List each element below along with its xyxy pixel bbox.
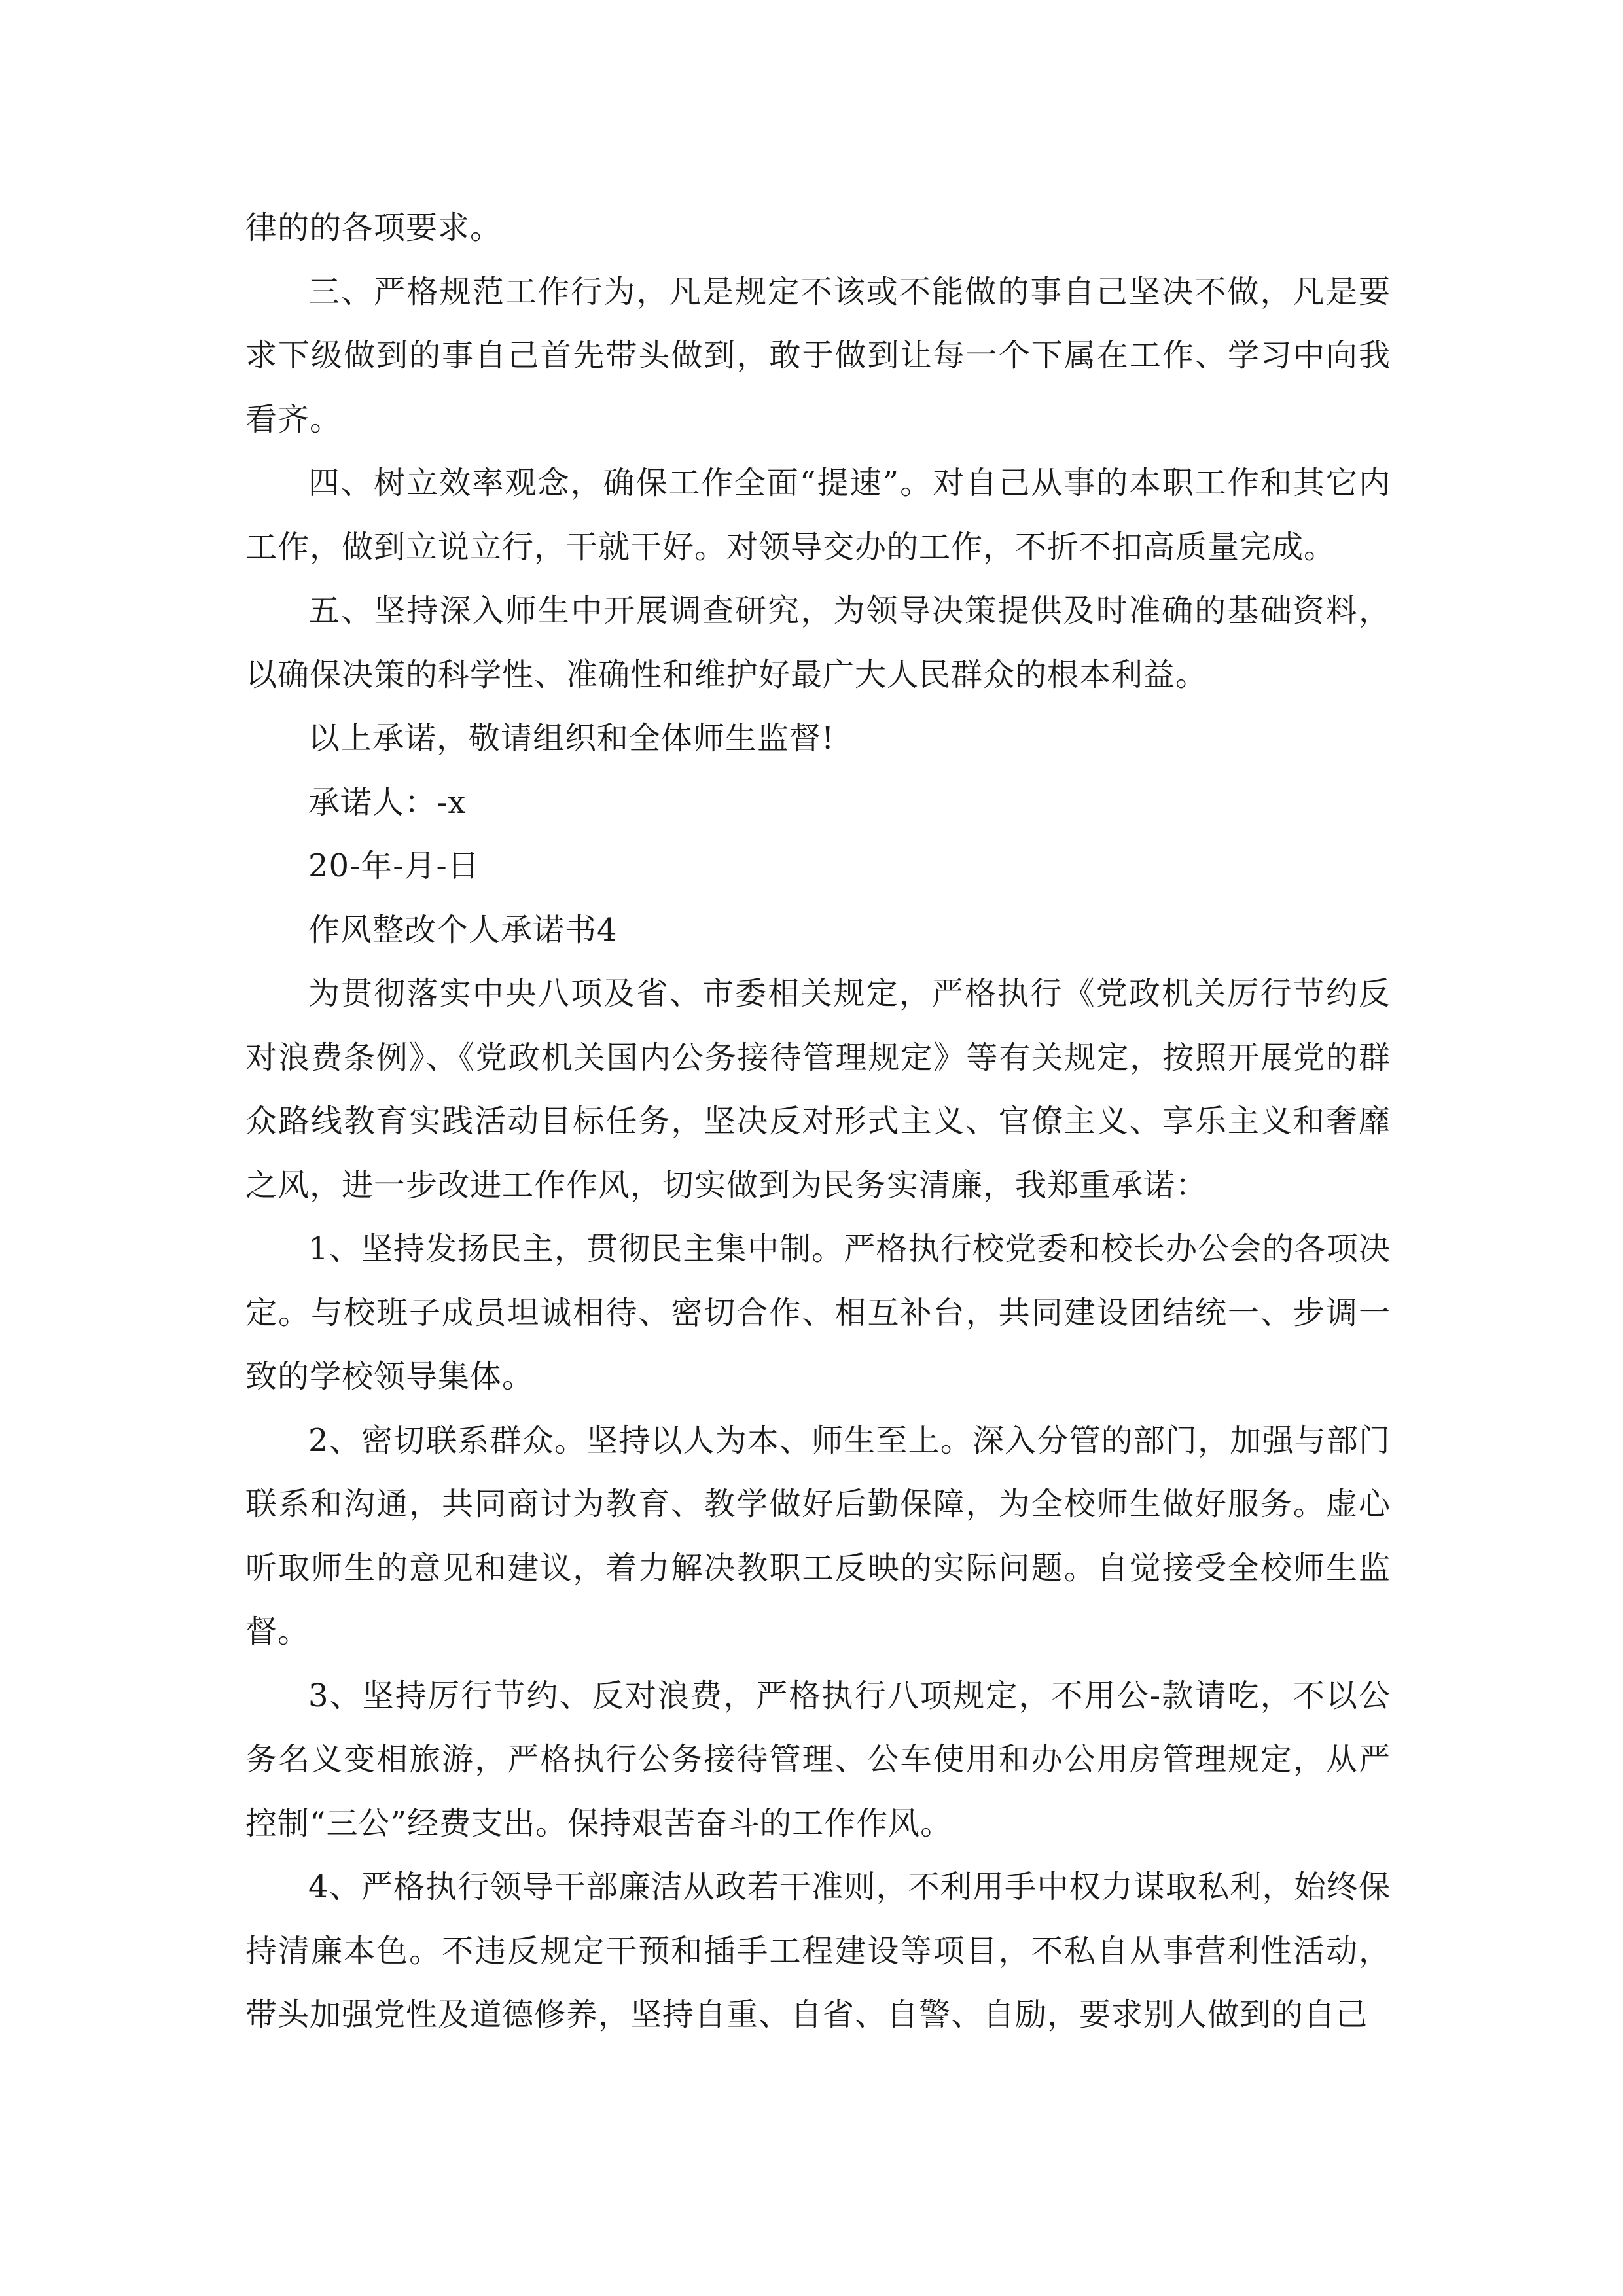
paragraph-continuation: 律的的各项要求。: [245, 209, 503, 246]
pledge-item-3: 3、坚持厉行节约、反对浪费，严格执行八项规定，不用公-款请吃，不以公务名义变相旅游，严格执行公务接待管理、公车使用和办公用房管理规定，从严控制“三公”经费支出。保持艰苦奋斗的工作作风。: [245, 1677, 1391, 1842]
paragraph-item-4: 四、树立效率观念，确保工作全面“提速”。对自己从事的本职工作和其它内工作，做到立说立行，干就干好。对领导交办的工作，不折不扣高质量完成。: [245, 465, 1391, 565]
pledge-item-2: 2、密切联系群众。坚持以人为本、师生至上。深入分管的部门，加强与部门联系和沟通，共同商讨为教育、教学做好后勤保障，为全校师生做好服务。虚心听取师生的意见和建议，着力解决教职工反映的实际问题。自觉接受全校师生监督。: [245, 1422, 1391, 1650]
pledge-item-1: 1、坚持发扬民主，贯彻民主集中制。严格执行校党委和校长办公会的各项决定。与校班子成员坦诚相待、密切合作、相互补台，共同建设团结统一、步调一致的学校领导集体。: [245, 1230, 1391, 1395]
date-line: 20-年-月-日: [308, 848, 480, 884]
intro-paragraph: 为贯彻落实中央八项及省、市委相关规定，严格执行《党政机关厉行节约反对浪费条例》、《党政机关国内公务接待管理规定》等有关规定，按照开展党的群众路线教育实践活动目标任务，坚决反对形式主义、官僚主义、享乐主义和奢靡之风，进一步改进工作作风，切实做到为民务实清廉，我郑重承诺：: [245, 975, 1391, 1204]
paragraph-item-5: 五、坚持深入师生中开展调查研究，为领导决策提供及时准确的基础资料，以确保决策的科学性、准确性和维护好最广大人民群众的根本利益。: [245, 592, 1391, 693]
pledge-item-4: 4、严格执行领导干部廉洁从政若干准则，不利用手中权力谋取私利，始终保持清廉本色。不违反规定干预和插手工程建设等项目，不私自从事营利性活动，带头加强党性及道德修养，坚持自重、自省、自警、自励，要求别人做到的自己: [245, 1869, 1391, 2033]
closing-statement: 以上承诺，敬请组织和全体师生监督!: [308, 720, 835, 757]
signatory-line: 承诺人：-x: [308, 783, 467, 821]
paragraph-item-3: 三、严格规范工作行为，凡是规定不该或不能做的事自己坚决不做，凡是要求下级做到的事自己首先带头做到，敢于做到让每一个下属在工作、学习中向我看齐。: [245, 273, 1391, 438]
section-title: 作风整改个人承诺书4: [308, 911, 618, 948]
document-body: [245, 196, 1391, 2047]
